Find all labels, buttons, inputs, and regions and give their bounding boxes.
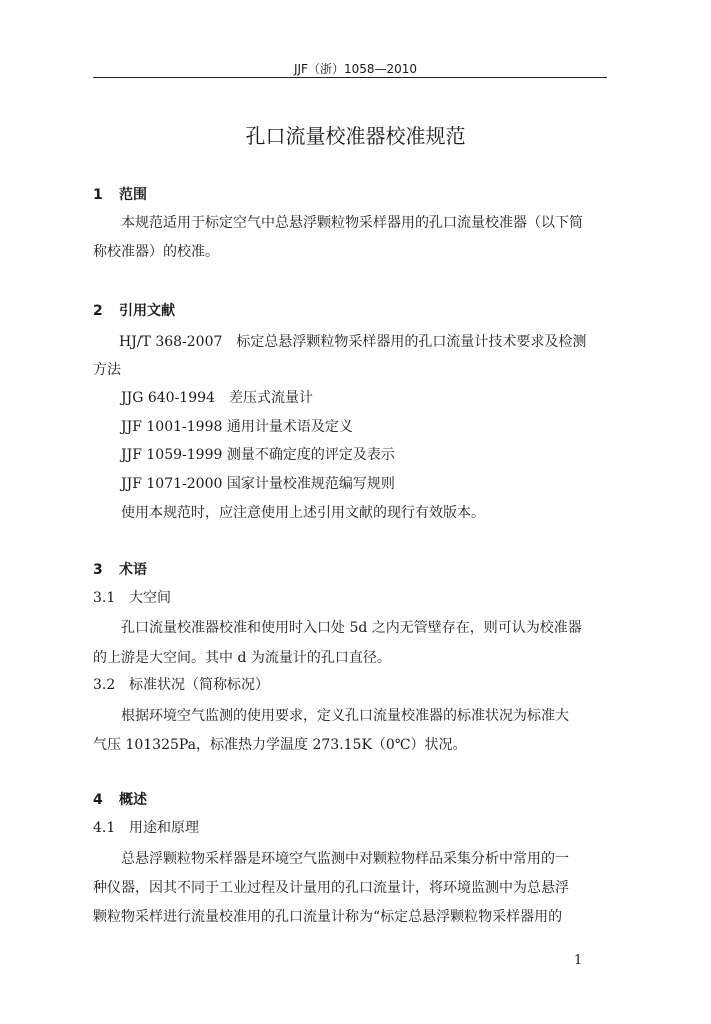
paragraph-line: 使用本规范时，应注意使用上述引用文献的现行有效版本。 [121,505,485,521]
subsection-title: 标准状况（简称标况） [129,677,269,693]
paragraph-line: 种仪器，因其不同于工业过程及计量用的孔口流量计，将环境监测中为总悬浮 [93,880,569,896]
reference-line: JJF 1001-1998 通用计量术语及定义 [121,419,353,435]
paragraph-line: 根据环境空气监测的使用要求，定义孔口流量校准器的标准状况为标准大 [121,708,569,724]
section-3-heading [93,559,147,579]
section-4-heading [93,789,147,809]
paragraph-line: 颗粒物采样进行流量校准用的孔口流量计称为“标定总悬浮颗粒物采样器用的 [93,909,563,925]
section-title: 引用文献 [119,303,175,319]
subsection-title: 大空间 [129,590,171,606]
subsection-4-1-heading [93,817,199,837]
section-title: 概述 [119,792,147,808]
section-number: 4 [93,792,103,808]
reference-line: 方法 [93,362,121,378]
paragraph-line: 气压 101325Pa，标准热力学温度 273.15K（0℃）状况。 [93,737,467,753]
paragraph-line: 总悬浮颗粒物采样器是环境空气监测中对颗粒物样品采集分析中常用的一 [121,851,569,867]
document-code-header: JJF（浙）1058—2010 [293,62,418,76]
reference-line: JJF 1059-1999 测量不确定度的评定及表示 [121,447,395,463]
header-rule [93,77,607,78]
reference-line: JJF 1071-2000 国家计量校准规范编写规则 [121,476,395,492]
subsection-3-2-heading [93,674,269,694]
page-number: 1 [574,953,583,968]
paragraph-line: 孔口流量校准器校准和使用时入口处 5d 之内无管壁存在，则可认为校准器 [121,620,582,636]
subsection-title: 用途和原理 [129,820,199,836]
paragraph-line: 的上游是大空间。其中 d 为流量计的孔口直径。 [93,650,391,666]
section-title: 术语 [119,562,147,578]
section-number: 2 [93,303,103,319]
subsection-3-1-heading [93,587,171,607]
section-2-heading [93,300,175,320]
paragraph-line: 称校准器）的校准。 [93,244,219,260]
subsection-number: 3.1 [93,590,116,606]
reference-line: JJG 640-1994 差压式流量计 [121,390,313,406]
section-number: 3 [93,562,103,578]
reference-line: HJ/T 368-2007 标定总悬浮颗粒物采样器用的孔口流量计技术要求及检测 [119,334,587,350]
section-number: 1 [93,187,103,203]
document-title: 孔口流量校准器校准规范 [245,124,466,148]
subsection-number: 4.1 [93,820,116,836]
paragraph-line: 本规范适用于标定空气中总悬浮颗粒物采样器用的孔口流量校准器（以下简 [121,215,583,231]
section-1-heading [93,184,147,204]
subsection-number: 3.2 [93,677,116,693]
section-title: 范围 [119,187,147,203]
